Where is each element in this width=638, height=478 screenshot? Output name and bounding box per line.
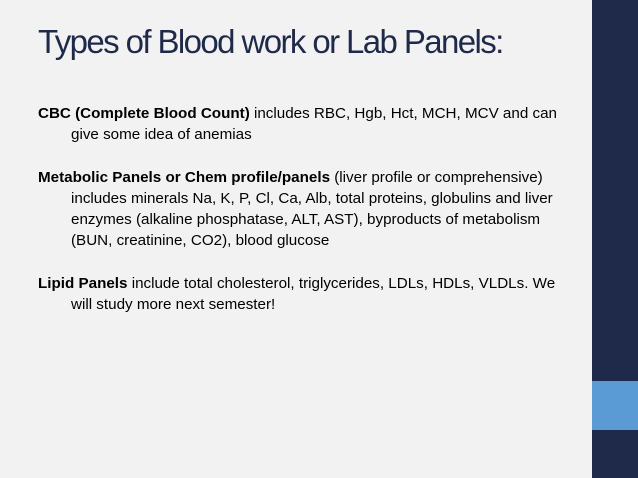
text-lipid-panels: include total cholesterol, triglycerides, LDLs, HDLs, VLDLs. We will study more next semester! xyxy=(71,274,556,314)
slide-title: Types of Blood work or Lab Panels: xyxy=(38,23,503,60)
term-metabolic-panels: Metabolic Panels or Chem profile/panels xyxy=(38,168,331,186)
term-lipid-panels: Lipid Panels xyxy=(38,274,128,292)
paragraph-lipid-panels xyxy=(38,273,568,316)
text-cbc: includes RBC, Hgb, Hct, MCH, MCV and can give some idea of anemias xyxy=(71,105,557,144)
term-cbc: CBC (Complete Blood Count) xyxy=(38,105,250,122)
text-metabolic-panels: (liver profile or comprehensive) includes minerals Na, K, P, Cl, Ca, Alb, total proteins, globulins and liver enzymes (alkaline phosphatase, ALT, AST), byproducts of metabolism (BUN, creatinine, CO2), blood glucose xyxy=(71,168,553,250)
slide-body xyxy=(38,103,568,336)
sidebar-accent-block xyxy=(592,381,638,430)
paragraph-metabolic-panels xyxy=(38,167,568,252)
paragraph-cbc xyxy=(38,103,568,146)
